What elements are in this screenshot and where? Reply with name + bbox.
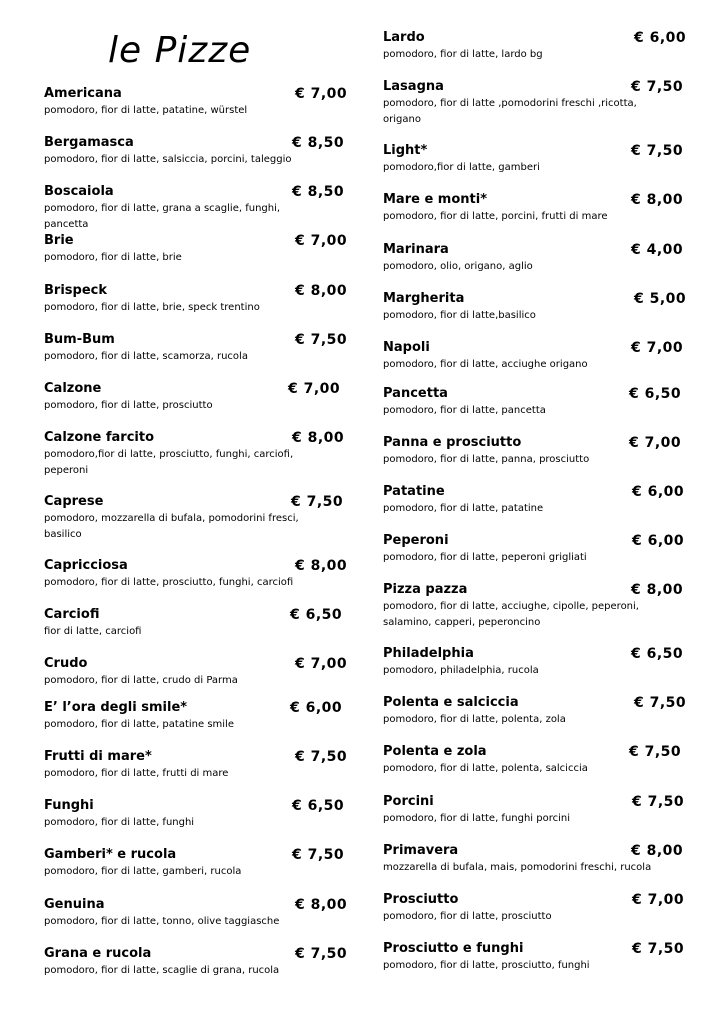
item-name: Porcini — [383, 794, 434, 809]
item-name: Margherita — [383, 291, 465, 306]
item-description: pomodoro, fior di latte,basilico — [383, 310, 536, 321]
item-name: Frutti di mare* — [44, 749, 152, 764]
item-description: pomodoro, fior di latte, crudo di Parma — [44, 675, 238, 686]
item-price: € 7,50 — [629, 744, 682, 760]
item-description: pomodoro, fior di latte, funghi porcini — [383, 813, 571, 824]
item-price: € 7,50 — [631, 79, 684, 95]
item-name: Philadelphia — [383, 646, 474, 661]
item-price: € 6,00 — [632, 484, 685, 500]
item-price: € 8,00 — [295, 558, 348, 574]
item-description: pomodoro, fior di latte, panna, prosciutto — [383, 454, 590, 465]
item-description: pomodoro, fior di latte, grana a scaglie, funghi, pancetta — [44, 203, 281, 230]
item-name: Light* — [383, 143, 428, 158]
item-price: € 7,00 — [295, 86, 348, 102]
item-price: € 7,50 — [291, 494, 344, 510]
item-price: € 7,50 — [631, 143, 684, 159]
item-description: pomodoro, fior di latte, prosciutto — [44, 400, 213, 411]
item-name: Bergamasca — [44, 135, 134, 150]
item-price: € 7,50 — [634, 695, 687, 711]
item-price: € 8,50 — [292, 135, 345, 151]
item-price: € 8,00 — [292, 430, 345, 446]
item-name: Grana e rucola — [44, 946, 152, 961]
item-price: € 7,50 — [295, 946, 348, 962]
item-name: Primavera — [383, 843, 459, 858]
item-description: pomodoro, fior di latte, funghi — [44, 817, 195, 828]
item-description: pomodoro, fior di latte, prosciutto, funghi — [383, 960, 590, 971]
item-description: pomodoro, fior di latte, polenta, zola — [383, 714, 566, 725]
item-name: Polenta e zola — [383, 744, 487, 759]
item-name: Lasagna — [383, 79, 444, 94]
item-description: pomodoro, fior di latte, scaglie di grana, rucola — [44, 965, 280, 976]
item-description: fior di latte, carciofi — [44, 626, 142, 637]
item-name: Caprese — [44, 494, 104, 509]
item-name: Funghi — [44, 798, 94, 813]
item-price: € 7,00 — [632, 892, 685, 908]
item-description: pomodoro, fior di latte, prosciutto — [383, 911, 552, 922]
item-name: Peperoni — [383, 533, 449, 548]
item-name: Prosciutto e funghi — [383, 941, 524, 956]
item-name: Gamberi* e rucola — [44, 847, 177, 862]
item-price: € 6,00 — [634, 30, 687, 46]
item-name: Americana — [44, 86, 122, 101]
item-price: € 7,50 — [632, 794, 685, 810]
item-price: € 7,50 — [292, 847, 345, 863]
item-description: pomodoro, fior di latte, brie, speck trentino — [44, 302, 260, 313]
item-name: Capricciosa — [44, 558, 128, 573]
item-price: € 6,00 — [290, 700, 343, 716]
item-description: pomodoro,fior di latte, gamberi — [383, 162, 540, 173]
page-title: le Pizze — [108, 30, 252, 71]
item-price: € 5,00 — [634, 291, 687, 307]
item-description: pomodoro, olio, origano, aglio — [383, 261, 533, 272]
item-description: pomodoro, fior di latte, brie — [44, 252, 182, 263]
item-name: E’ l’ora degli smile* — [44, 700, 188, 715]
item-description: pomodoro, fior di latte, scamorza, rucola — [44, 351, 248, 362]
item-description: pomodoro, fior di latte, tonno, olive taggiasche — [44, 916, 280, 927]
item-name: Calzone farcito — [44, 430, 155, 445]
item-price: € 6,00 — [632, 533, 685, 549]
item-name: Prosciutto — [383, 892, 459, 907]
item-description: pomodoro, fior di latte, patatine smile — [44, 719, 234, 730]
item-price: € 6,50 — [292, 798, 345, 814]
item-name: Napoli — [383, 340, 430, 355]
item-price: € 7,50 — [632, 941, 685, 957]
item-description: pomodoro, fior di latte ,pomodorini freschi ,ricotta, origano — [383, 98, 637, 125]
item-name: Crudo — [44, 656, 88, 671]
item-price: € 7,50 — [295, 749, 348, 765]
item-name: Patatine — [383, 484, 445, 499]
item-name: Bum-Bum — [44, 332, 115, 347]
item-description: pomodoro, fior di latte, patatine, würstel — [44, 105, 248, 116]
item-description: pomodoro, philadelphia, rucola — [383, 665, 539, 676]
item-description: pomodoro, fior di latte, acciughe, cipolle, peperoni, salamino, capperi, peperoncino — [383, 601, 639, 628]
item-name: Polenta e salciccia — [383, 695, 519, 710]
item-price: € 8,00 — [295, 283, 348, 299]
item-name: Pizza pazza — [383, 582, 468, 597]
item-description: pomodoro, fior di latte, lardo bg — [383, 49, 543, 60]
item-name: Panna e prosciutto — [383, 435, 522, 450]
item-price: € 7,50 — [295, 332, 348, 348]
item-description: pomodoro, fior di latte, gamberi, rucola — [44, 866, 242, 877]
item-name: Calzone — [44, 381, 102, 396]
item-price: € 6,50 — [629, 386, 682, 402]
item-description: pomodoro, fior di latte, pancetta — [383, 405, 546, 416]
item-name: Genuina — [44, 897, 105, 912]
item-name: Carciofi — [44, 607, 100, 622]
item-name: Boscaiola — [44, 184, 114, 199]
item-price: € 8,00 — [631, 582, 684, 598]
item-description: mozzarella di bufala, mais, pomodorini freschi, rucola — [383, 862, 652, 873]
item-price: € 8,00 — [631, 843, 684, 859]
item-name: Lardo — [383, 30, 425, 45]
item-description: pomodoro, fior di latte, patatine — [383, 503, 544, 514]
item-name: Marinara — [383, 242, 449, 257]
item-description: pomodoro, fior di latte, prosciutto, funghi, carciofi — [44, 577, 294, 588]
item-price: € 6,50 — [290, 607, 343, 623]
item-price: € 8,00 — [295, 897, 348, 913]
item-description: pomodoro, fior di latte, porcini, frutti di mare — [383, 211, 608, 222]
item-description: pomodoro, fior di latte, polenta, salciccia — [383, 763, 588, 774]
item-description: pomodoro, fior di latte, salsiccia, porcini, taleggio — [44, 154, 292, 165]
item-price: € 7,00 — [629, 435, 682, 451]
item-price: € 8,50 — [292, 184, 345, 200]
item-name: Brispeck — [44, 283, 107, 298]
item-price: € 8,00 — [631, 192, 684, 208]
item-description: pomodoro, mozzarella di bufala, pomodorini fresci, basilico — [44, 513, 299, 540]
item-price: € 7,00 — [295, 233, 348, 249]
item-description: pomodoro,fior di latte, prosciutto, funghi, carciofi, peperoni — [44, 449, 294, 476]
item-name: Pancetta — [383, 386, 448, 401]
item-price: € 7,00 — [631, 340, 684, 356]
item-price: € 4,00 — [631, 242, 684, 258]
item-description: pomodoro, fior di latte, peperoni grigliati — [383, 552, 587, 563]
item-name: Mare e monti* — [383, 192, 488, 207]
item-name: Brie — [44, 233, 74, 248]
item-description: pomodoro, fior di latte, acciughe origano — [383, 359, 588, 370]
item-description: pomodoro, fior di latte, frutti di mare — [44, 768, 229, 779]
item-price: € 7,00 — [295, 656, 348, 672]
item-price: € 6,50 — [631, 646, 684, 662]
item-price: € 7,00 — [288, 381, 341, 397]
